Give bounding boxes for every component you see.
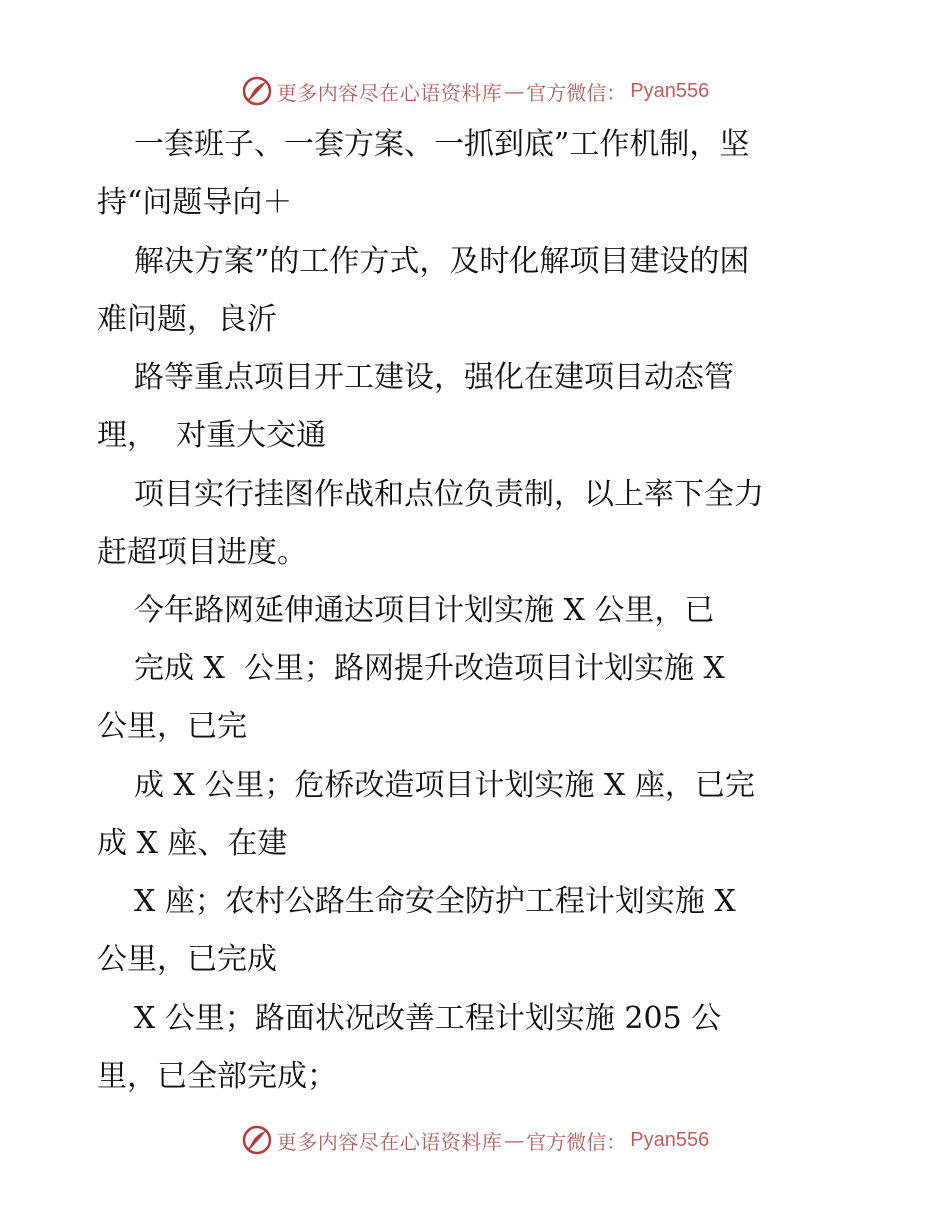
body-text-line: X 座；农村公路生命安全防护工程计划实施 X bbox=[134, 884, 736, 919]
body-text-line: 理， 对重大交通 bbox=[97, 418, 327, 453]
body-text-line: 成 X 公里；危桥改造项目计划实施 X 座，已完 bbox=[134, 768, 755, 803]
body-text-line: 成 X 座、在建 bbox=[97, 826, 288, 861]
body-text-line: 解决方案”的工作方式，及时化解项目建设的困 bbox=[134, 244, 750, 279]
body-text-line: 公里，已完成 bbox=[97, 942, 277, 977]
watermark-dash: — bbox=[504, 79, 525, 103]
body-text-line: 一套班子、一套方案、一抓到底”工作机制，坚 bbox=[134, 127, 750, 162]
body-text-line: X 公里；路面状况改善工程计划实施 205 公 bbox=[134, 1001, 722, 1036]
feather-logo-icon bbox=[241, 1124, 273, 1156]
body-text-line: 里，已全部完成； bbox=[97, 1059, 337, 1094]
body-text-line: 路等重点项目开工建设，强化在建项目动态管 bbox=[134, 360, 734, 395]
footer-watermark bbox=[0, 1120, 950, 1160]
body-text-line: 难问题，良沂 bbox=[97, 302, 277, 337]
watermark-text: 更多内容尽在心语资料库 bbox=[276, 1129, 503, 1154]
body-text-line: 公里，已完 bbox=[97, 709, 247, 744]
body-text-line: 完成 X 公里；路网提升改造项目计划实施 X bbox=[134, 651, 725, 686]
body-text-line: 今年路网延伸通达项目计划实施 X 公里，已 bbox=[134, 593, 715, 628]
watermark-wechat-label: 官方微信： bbox=[526, 80, 627, 105]
watermark-text: 更多内容尽在心语资料库 bbox=[276, 80, 503, 105]
feather-logo-icon bbox=[241, 75, 273, 107]
watermark-wechat-id: Pyan556 bbox=[630, 79, 710, 102]
watermark-wechat-label: 官方微信： bbox=[526, 1129, 627, 1154]
watermark-dash: — bbox=[504, 1128, 525, 1152]
body-text-line: 赶超项目进度。 bbox=[97, 535, 307, 570]
header-watermark bbox=[0, 71, 950, 111]
body-text-line: 持“问题导向＋ bbox=[97, 185, 293, 220]
watermark-wechat-id: Pyan556 bbox=[630, 1128, 710, 1151]
body-text-line: 项目实行挂图作战和点位负责制，以上率下全力 bbox=[134, 477, 764, 512]
